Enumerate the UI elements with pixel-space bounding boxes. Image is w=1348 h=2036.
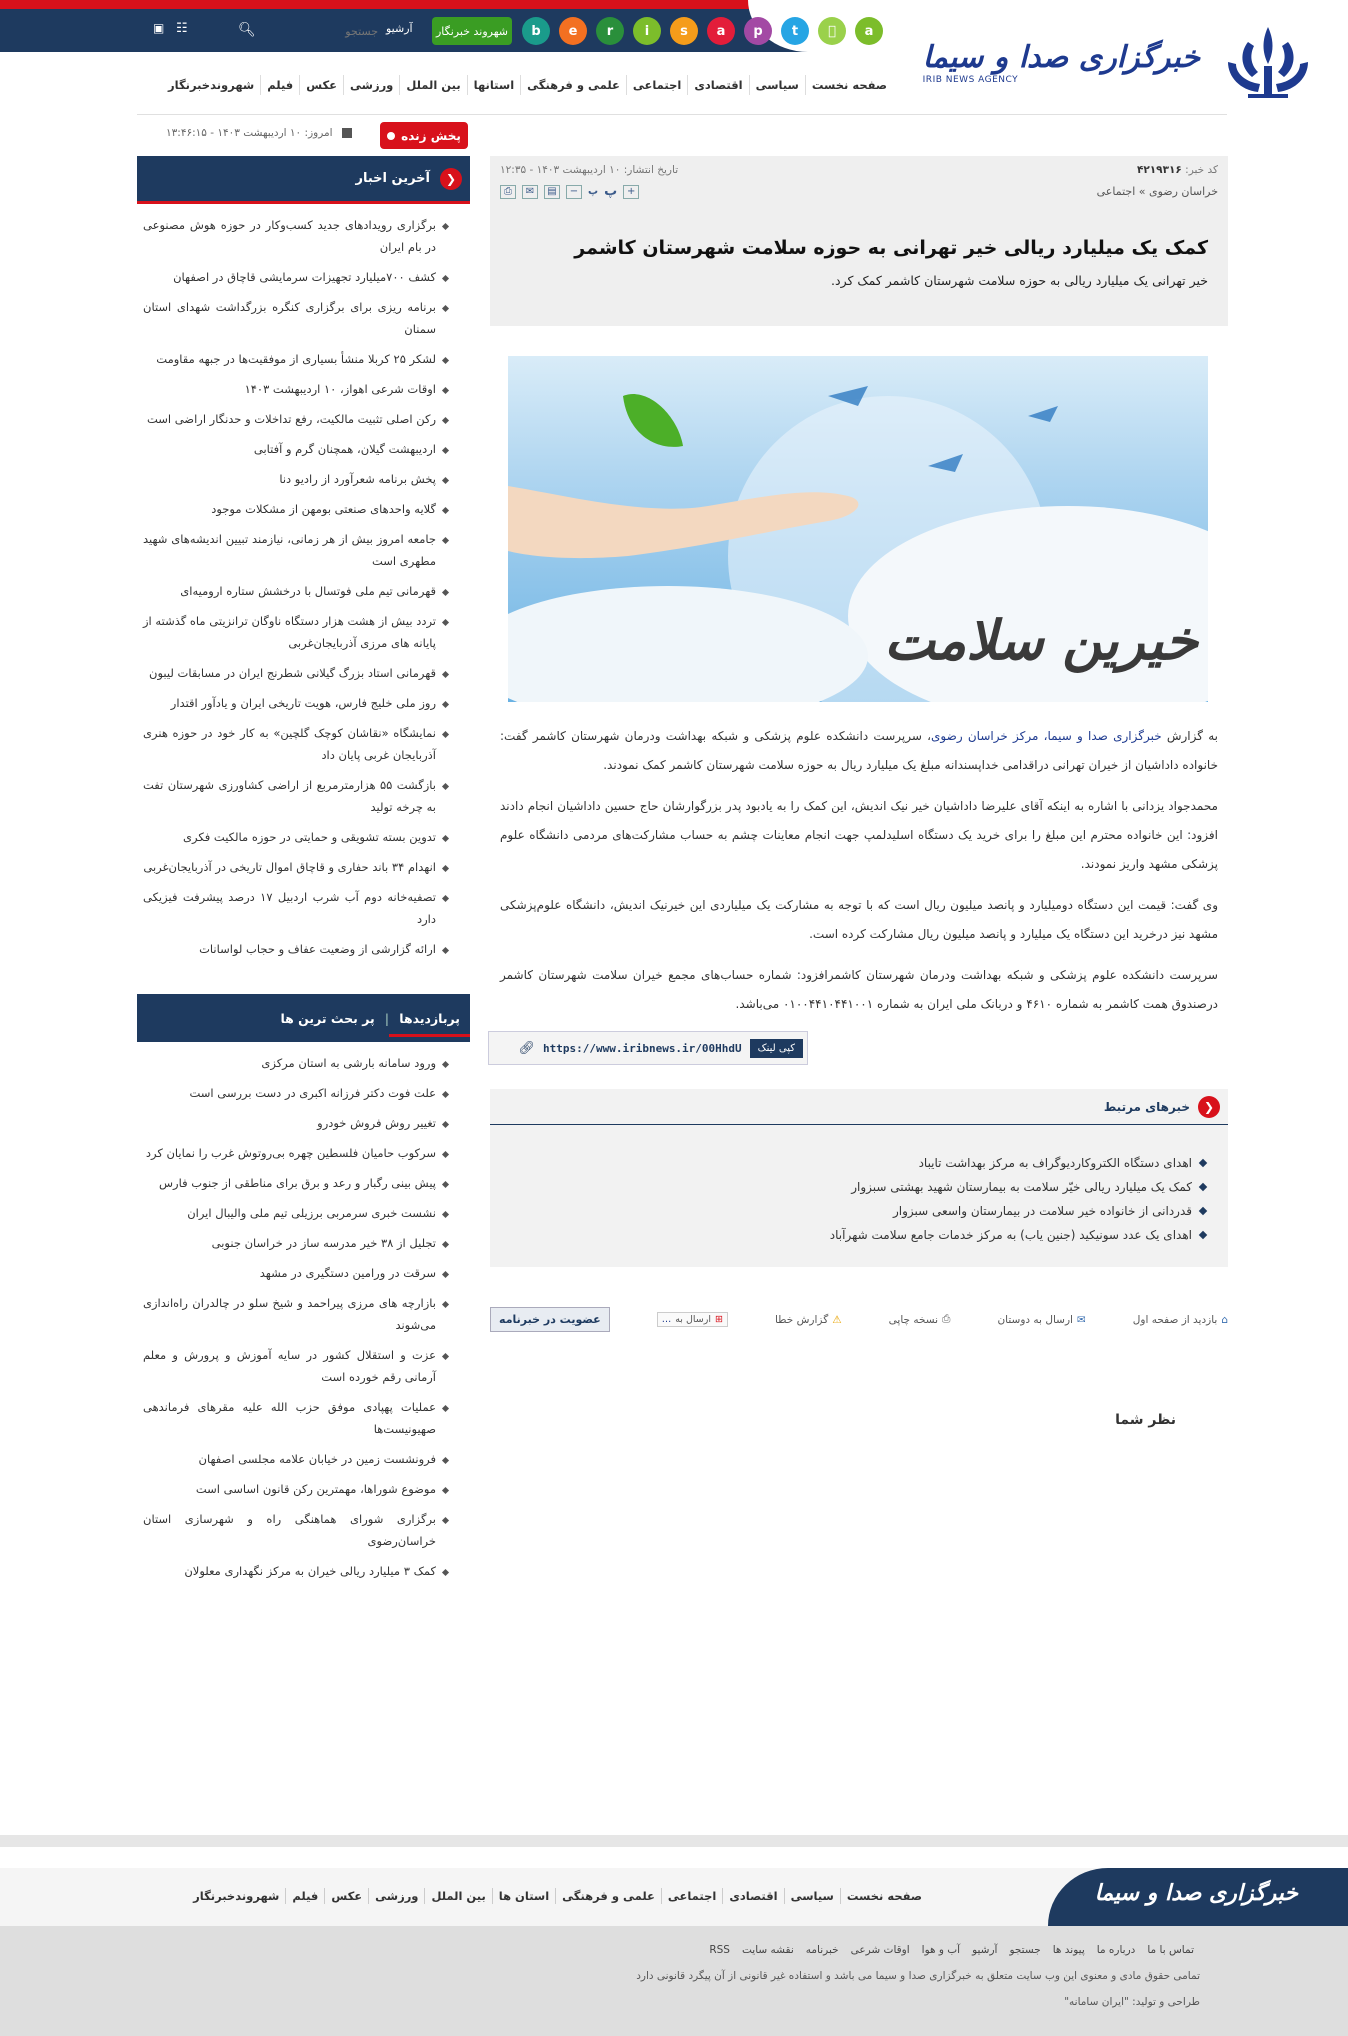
article-actions (490, 1307, 1228, 1332)
telegram-app-glyph: t (791, 23, 799, 39)
nav-item[interactable]: استانها (467, 75, 521, 95)
nav-divider (137, 114, 1227, 115)
footer-link[interactable]: RSS (709, 1944, 730, 1956)
soroush-app-icon[interactable] (670, 17, 698, 45)
bale-app-icon[interactable] (522, 17, 550, 45)
search-icon[interactable]: 🔍︎ (238, 22, 256, 38)
latest-news-item[interactable]: رکن اصلی تثبیت مالکیت، رفع تداخلات و حدنگار اراضی است (143, 404, 450, 434)
visit-home-action[interactable]: ⌂ بازدید از صفحه اول (1132, 1313, 1228, 1326)
source-link[interactable]: خبرگزاری صدا و سیما، مرکز خراسان رضوی (931, 729, 1162, 743)
pinterest-app-icon[interactable] (744, 17, 772, 45)
nav-item[interactable]: علمی و فرهنگی (520, 75, 626, 95)
footer-nav-item[interactable]: استان ها (492, 1888, 555, 1904)
logo-subtitle: IRIB NEWS AGENCY (922, 74, 1019, 85)
bale-app-glyph: b (531, 23, 541, 39)
footer-link[interactable]: پیوند ها (1052, 1944, 1085, 1956)
related-news-list (490, 1125, 1228, 1259)
latest-news-item[interactable]: بازگشت ۵۵ هزارمترمربع از اراضی کشاورزی شهرستان تفت به چرخه تولید (143, 770, 450, 822)
tab-most-discussed[interactable]: پر بحث ترین ها (280, 1010, 375, 1026)
footer-link[interactable]: خبرنامه (805, 1944, 839, 1956)
latest-news-item[interactable]: قهرمانی تیم ملی فوتسال با درخشش ستاره ارومیه‌ای (143, 576, 450, 606)
footer-nav-item[interactable]: اجتماعی (661, 1888, 722, 1904)
footer-link[interactable]: آب و هوا (921, 1944, 961, 1956)
ios-app-icon[interactable] (818, 17, 846, 45)
igap-app-glyph: i (644, 23, 650, 39)
footer-link[interactable]: درباره ما (1096, 1944, 1136, 1956)
irib-emblem-icon (1208, 22, 1318, 102)
popular-news-item[interactable]: ورود سامانه بارشی به استان مرکزی (143, 1048, 450, 1078)
latest-news-item[interactable]: روز ملی خلیج فارس، هویت تاریخی ایران و یادآور اقتدار (143, 688, 450, 718)
latest-news-item[interactable]: اوقات شرعی اهواز، ۱۰ اردیبهشت ۱۴۰۳ (143, 374, 450, 404)
share-dots-icon: … (661, 1314, 672, 1325)
share-button[interactable]: ⊞ ارسال به … (657, 1312, 728, 1327)
latest-news-item[interactable]: قهرمانی استاد بزرگ گیلانی شطرنج ایران در مسابقات لیبون (143, 658, 450, 688)
igap-app-icon[interactable] (633, 17, 661, 45)
latest-news-item[interactable]: برگزاری رویدادهای جدید کسب‌وکار در حوزه هوش مصنوعی در بام ایران (143, 210, 450, 262)
email-icon[interactable]: ✉ (522, 185, 538, 199)
print-version-action[interactable]: ⎙ نسخه چاپی (888, 1313, 951, 1326)
save-icon[interactable]: ▤ (544, 185, 560, 199)
font-small-label[interactable]: پ (588, 186, 599, 197)
latest-news-item[interactable]: اردیبهشت گیلان، همچنان گرم و آفتابی (143, 434, 450, 464)
article-body (490, 702, 1228, 1019)
article-image (508, 356, 1208, 702)
related-news-item[interactable]: کمک یک میلیارد ریالی خیّر سلامت به بیمارستان شهید بهشتی سبزوار (510, 1175, 1208, 1199)
live-label: پخش زنده (401, 128, 461, 143)
latest-news-item[interactable]: تردد بیش از هشت هزار دستگاه ناوگان ترانزیتی ماه گذشته از پایانه های مرزی آذربایجان‌غربی (143, 606, 450, 658)
popular-news-item[interactable]: فرونشست زمین در خیابان علامه مجلسی اصفهان (143, 1444, 450, 1474)
tab-most-viewed[interactable]: پربازدیدها (389, 1011, 470, 1037)
live-dot-icon (387, 132, 395, 140)
popular-news-item[interactable]: عزت و استقلال کشور در سایه آموزش و پرورش و معلم آرمانی رقم خورده است (143, 1340, 450, 1392)
nav-item[interactable]: اجتماعی (626, 75, 687, 95)
popular-news-item[interactable]: نشست خبری سرمربی برزیلی تیم ملی والیبال ایران (143, 1198, 450, 1228)
article-header (490, 156, 1228, 207)
breadcrumb[interactable]: خراسان رضوی » اجتماعی (1096, 185, 1218, 198)
popular-news-item[interactable]: پیش بینی رگبار و رعد و برق برای مناطقی از جنوب فارس (143, 1168, 450, 1198)
comment-section-title: نظر شما (1115, 1412, 1176, 1428)
nav-item[interactable]: سیاسی (749, 75, 805, 95)
nav-item[interactable]: عکس (299, 75, 343, 95)
pinterest-app-glyph: p (753, 23, 763, 39)
plus-icon: ⊞ (714, 1314, 723, 1325)
android-app-icon[interactable] (855, 17, 883, 45)
tab-divider: | (384, 1010, 390, 1026)
related-news-item[interactable]: قدردانی از خانواده خیر سلامت در بیمارستان واسعی سبزوار (510, 1199, 1208, 1223)
footer-link[interactable]: جستجو (1009, 1944, 1041, 1956)
latest-news-item[interactable]: ارائه گزارشی از وضعیت عفاف و حجاب لواسانات (143, 934, 450, 964)
nav-item[interactable]: صفحه نخست (805, 75, 893, 95)
aparat-app-icon[interactable] (707, 17, 735, 45)
related-news-item[interactable]: اهدای یک عدد سونیکید (جنین یاب) به مرکز خدمات جامع سلامت شهرآباد (510, 1223, 1208, 1247)
publish-date: تاریخ انتشار: ۱۰ اردیبهشت ۱۴۰۳ - ۱۲:۳۵ (500, 164, 679, 176)
font-decrease-icon[interactable]: − (566, 185, 582, 199)
app-icons (522, 17, 883, 45)
news-code-label: کد خبر: (1185, 164, 1218, 176)
article-tools (500, 184, 639, 199)
latest-news-item[interactable]: جامعه امروز بیش از هر زمانی، نیازمند تبیین اندیشه‌های شهید مطهری است (143, 524, 450, 576)
popular-news-item[interactable]: علت فوت دکتر فرزانه اکبری در دست بررسی است (143, 1078, 450, 1108)
latest-news-item[interactable]: انهدام ۳۴ باند حفاری و قاچاق اموال تاریخی در آذربایجان‌غربی (143, 852, 450, 882)
nav-item[interactable]: اقتصادی (687, 75, 748, 95)
calendar-icon (342, 128, 352, 138)
rss-icon[interactable]: ☷ (176, 21, 188, 36)
font-increase-icon[interactable]: + (623, 185, 639, 199)
footer-nav-item[interactable]: بین الملل (424, 1888, 491, 1904)
footer-nav-item[interactable]: فیلم (285, 1888, 324, 1904)
popular-news-item[interactable]: برگزاری شورای هماهنگی راه و شهرسازی استان خراسان‌رضوی (143, 1504, 450, 1556)
latest-news-item[interactable]: تصفیه‌خانه دوم آب شرب اردبیل ۱۷ درصد پیشرفت فیزیکی دارد (143, 882, 450, 934)
short-link-url[interactable]: https://www.iribnews.ir/00HhdU (542, 1041, 742, 1055)
image-caption-text: خیرین سلامت (884, 608, 1198, 672)
link-icon[interactable]: 🔗︎ (518, 1040, 535, 1056)
soroush-app-glyph: s (680, 23, 688, 39)
article (490, 156, 1228, 1332)
eitaa-app-glyph: e (568, 23, 578, 39)
footer-link[interactable]: آرشیو (972, 1944, 998, 1956)
aparat-app-glyph: a (716, 23, 726, 39)
footer-link[interactable]: اوقات شرعی (850, 1944, 910, 1956)
related-news-title: خبرهای مرتبط (1103, 1099, 1190, 1114)
footer-nav-item[interactable]: اقتصادی (722, 1888, 783, 1904)
latest-news-item[interactable]: تدوین بسته تشویقی و حمایتی در حوزه مالکیت فکری (143, 822, 450, 852)
article-meta (500, 164, 1218, 176)
logo-text (923, 40, 1200, 85)
footer-logo-text: خبرگزاری صدا و سیما (1094, 1880, 1298, 1906)
search-input[interactable] (266, 20, 378, 42)
envelope-icon: ✉ (1076, 1313, 1086, 1326)
article-title: کمک یک میلیارد ریالی خیر تهرانی به حوزه سلامت شهرستان کاشمر (574, 237, 1208, 259)
nav-item[interactable]: بین الملل (399, 75, 466, 95)
main-nav (162, 75, 893, 95)
live-broadcast-button[interactable] (380, 122, 468, 149)
rubika-app-icon[interactable] (596, 17, 624, 45)
report-error-action[interactable]: ⚠ گزارش خطا (774, 1313, 842, 1326)
article-lead: خیر تهرانی یک میلیارد ریالی به حوزه سلامت شهرستان کاشمر کمک کرد. (831, 273, 1208, 288)
latest-news-item[interactable]: گلایه واحدهای صنعتی بومهن از مشکلات موجود (143, 494, 450, 524)
archive-link[interactable]: آرشیو (386, 22, 413, 35)
article-paragraph: سرپرست دانشکده علوم پزشکی و شبکه بهداشت ودرمان شهرستان کاشمرافزود: شماره حساب‌های مجمع خیران سلامت شهرستان کاشمر درصندوق همت کاشمر به شماره ۴۶۱۰ و دربانک ملی ایران به شماره ۰۱۰۰۴۴۱۰۴۴۱۰۰۱ می‌باشد. (500, 968, 1218, 1011)
footer-logo[interactable] (1048, 1868, 1348, 1926)
footer-nav-item[interactable]: صفحه نخست (840, 1888, 928, 1904)
telegram-app-icon[interactable] (781, 17, 809, 45)
nav-item[interactable]: فیلم (260, 75, 299, 95)
popular-news-item[interactable]: کمک ۳ میلیارد ریالی خیران به مرکز نگهداری معلولان (143, 1556, 450, 1586)
footer-links (703, 1944, 1200, 1956)
subscribe-newsletter-button[interactable]: عضویت در خبرنامه (490, 1307, 610, 1332)
printer-icon: ⎙ (942, 1313, 951, 1325)
latest-news-item[interactable]: کشف ۷۰۰میلیارد تجهیزات سرمایشی قاچاق در اصفهان (143, 262, 450, 292)
rubika-app-glyph: r (606, 23, 614, 39)
popular-news-list (137, 1042, 470, 1592)
popular-news-item[interactable]: تجلیل از ۳۸ خیر مدرسه ساز در خراسان جنوبی (143, 1228, 450, 1258)
related-news (490, 1089, 1228, 1267)
popular-tabs (137, 994, 470, 1042)
font-big-label[interactable]: پ (604, 184, 618, 199)
latest-news-header[interactable] (137, 156, 470, 204)
news-code (1137, 164, 1218, 176)
footer-copyright: تمامی حقوق مادی و معنوی این وب سایت متعلق به خبرگزاری صدا و سیما می باشد و استفاده غیر قانونی از آن پیگرد قانونی دارد (636, 1970, 1200, 1982)
popular-news-item[interactable]: سرقت در ورامین دستگیری در مشهد (143, 1258, 450, 1288)
latest-news-list (137, 204, 470, 970)
sidebar (137, 156, 470, 1592)
popular-news-item[interactable]: سرکوب حامیان فلسطین چهره بی‌روتوش غرب را نمایان کرد (143, 1138, 450, 1168)
latest-news-item[interactable]: پخش برنامه شعرآورد از رادیو دنا (143, 464, 450, 494)
chevron-left-icon: ❮ (1198, 1096, 1220, 1118)
android-app-glyph: a (864, 23, 874, 39)
popular-news-item[interactable]: بازارچه های مرزی پیراحمد و شیخ سلو در چالدران راه‌اندازی می‌شوند (143, 1288, 450, 1340)
article-title-box (490, 207, 1228, 326)
article-tools-row (500, 184, 1218, 199)
latest-news-item[interactable]: نمایشگاه «نقاشان کوچک گلچین» به کار خود در حوزه هنری آذربایجان غربی پایان داد (143, 718, 450, 770)
article-paragraph: محمدجواد یزدانی با اشاره به اینکه آقای علیرضا داداشیان خیر نیک اندیش، این کمک را به یادبود پدر بزرگوارشان حاج حسین داداشیان انجام دادند افزود: این خانواده محترم این مبلغ را برای خرید یک دستگاه اسلیدلمپ جهت انجام معاینات چشم به حساب مشارکت‌های مردمی دانشگاه علوم پزشکی مشهد واریز نمودند. (500, 799, 1218, 871)
footer-credit: طراحی و تولید: "ایران سامانه" (1064, 1996, 1200, 2008)
footer-link[interactable]: نقشه سایت (741, 1944, 794, 1956)
article-paragraph: به گزارش خبرگزاری صدا و سیما، مرکز خراسان رضوی، سرپرست دانشکده علوم پزشکی و شبکه بهداشت ودرمان شهرستان کاشمر گفت: خانواده داداشیان از خیران تهرانی دراقدامی خداپسندانه مبلغ یک میلیارد ریال به حوزه سلامت شهرستان کاشمر کمک نمودند. (500, 729, 1218, 772)
latest-news-title: آخرین اخبار (355, 171, 430, 186)
today-date-text: امروز: ۱۰ اردیبهشت ۱۴۰۳ - ۱۳:۴۶:۱۵ (166, 127, 333, 139)
nav-item[interactable]: ورزشی (343, 75, 399, 95)
article-paragraph: وی گفت: قیمت این دستگاه دومیلیارد و پانصد میلیون ریال است که با توجه به مشارکت یک میلیاردی این خیرنیک اندیش، دانشگاه علوم‌پزشکی مشهد نیز درخرید این دستگاه یک میلیارد و پانصد میلیون ریال مشارکت کرده است. (500, 898, 1218, 941)
today-date (150, 127, 352, 139)
eitaa-app-icon[interactable] (559, 17, 587, 45)
ios-app-glyph (828, 24, 836, 39)
related-news-header (490, 1089, 1228, 1125)
send-to-friends-action[interactable]: ✉ ارسال به دوستان (997, 1313, 1086, 1326)
site-logo[interactable] (923, 22, 1318, 102)
home-icon: ⌂ (1221, 1313, 1228, 1326)
citizen-reporter-button[interactable]: شهروند خبرنگار (432, 17, 512, 45)
footer-nav-item[interactable]: شهروندخبرنگار (193, 1889, 280, 1903)
footer-top-strip (0, 1835, 1348, 1847)
print-icon[interactable]: ⎙ (500, 185, 516, 199)
related-news-item[interactable]: اهدای دستگاه الکتروکاردیوگراف به مرکز بهداشت تایباد (510, 1151, 1208, 1175)
short-link-box (488, 1031, 808, 1065)
news-code-value: ۴۲۱۹۳۱۶ (1136, 164, 1182, 176)
copy-link-button[interactable]: کپی لینک (750, 1039, 803, 1058)
footer-nav-item[interactable]: عکس (324, 1888, 368, 1904)
warning-icon: ⚠ (832, 1313, 842, 1326)
chevron-left-icon: ❮ (440, 168, 462, 190)
latest-news-item[interactable]: برنامه ریزی برای برگزاری کنگره بزرگداشت شهدای استان سمنان (143, 292, 450, 344)
latest-news-item[interactable]: لشکر ۲۵ کربلا منشأ بسیاری از موفقیت‌ها در جبهه مقاومت (143, 344, 450, 374)
footer-nav-item[interactable]: سیاسی (784, 1888, 840, 1904)
footer-nav-item[interactable]: علمی و فرهنگی (555, 1888, 661, 1904)
popular-news-item[interactable]: موضوع شوراها، مهمترین رکن قانون اساسی است (143, 1474, 450, 1504)
footer-nav-item[interactable]: ورزشی (368, 1888, 424, 1904)
footer-nav (187, 1888, 928, 1904)
logo-title: خبرگزاری صدا و سیما (922, 39, 1200, 75)
footer-link[interactable]: تماس با ما (1147, 1944, 1194, 1956)
popular-news-item[interactable]: تغییر روش فروش خودرو (143, 1108, 450, 1138)
nav-item[interactable]: شهروندخبرنگار (168, 78, 255, 92)
popular-news-item[interactable]: عملیات پهپادی موفق حزب الله علیه مقرهای فرماندهی صهیونیست‌ها (143, 1392, 450, 1444)
lock-icon[interactable]: ▣ (153, 21, 165, 35)
